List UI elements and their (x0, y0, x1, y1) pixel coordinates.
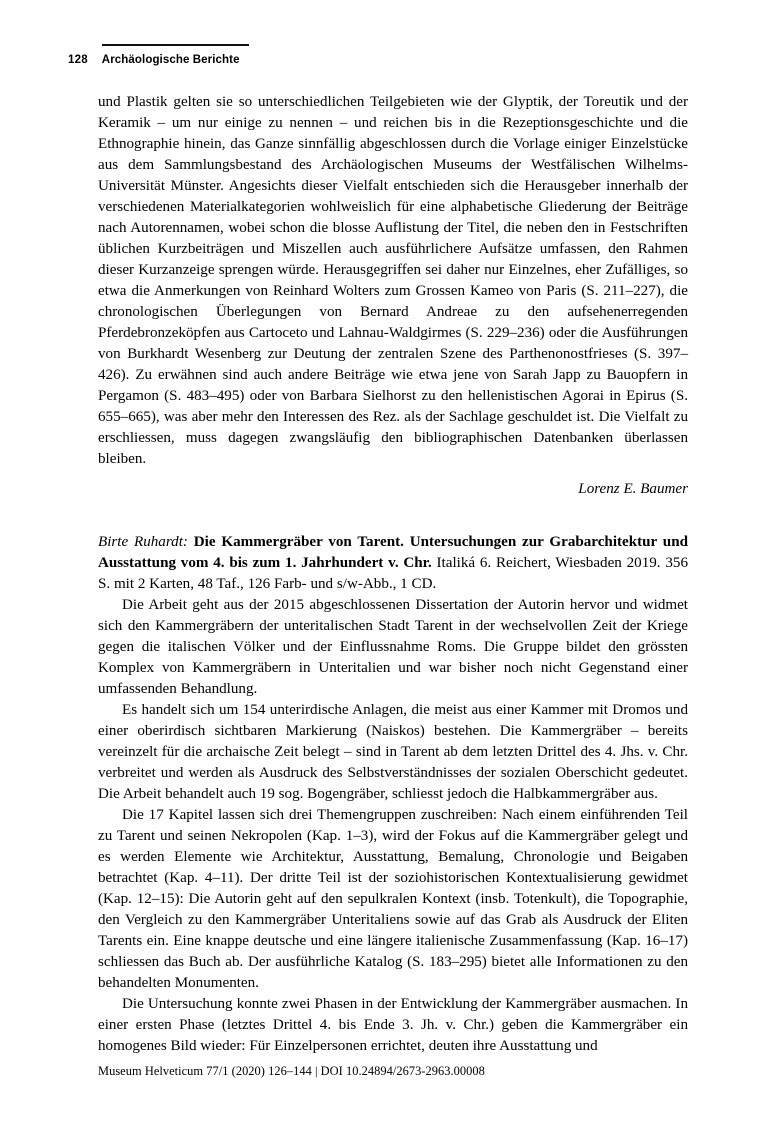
review-heading (98, 532, 688, 595)
review-section-1 (98, 92, 688, 500)
reviewer-signature: Lorenz E. Baumer (578, 481, 688, 497)
text-column (98, 92, 688, 1057)
paragraph: Die Untersuchung konnte zwei Phasen in der Entwicklung der Kammergräber ausmachen. In einer ersten Phase (letztes Drittel 4. bis Ende 3. Jh. v. Chr.) geben die Kammergräber ein homogenes Bild wieder: Für Einzelpersonen errichtet, deuten ihre Ausstattung und (98, 996, 688, 1054)
paragraph: Die Arbeit geht aus der 2015 abgeschlossenen Dissertation der Autorin hervor und widmet sich den Kammergräbern der unteritalischen Stadt Tarent in der wechselvollen Zeit der Kriege gegen die italischen Völker und der Einflussnahme Roms. Die Gruppe bildet den grössten Komplex von Kammergräbern in Unteritalien und war bisher noch nicht Gegenstand einer umfassenden Behandlung. (98, 597, 688, 697)
review-body (98, 595, 688, 1057)
page-number: 128 (68, 54, 88, 66)
review-publication-info: Italiká 6. Reichert, Wiesbaden 2019. 356 S. mit 2 Karten, 48 Taf., 126 Farb- und s/w-Abb., 1 CD. (98, 555, 688, 592)
header-rule (102, 44, 249, 46)
review-section-2 (98, 532, 688, 1057)
running-head (68, 44, 714, 68)
running-head-title: Archäologische Berichte (101, 53, 240, 66)
review-title: Die Kammergräber von Tarent. Untersuchungen zur Grabarchitektur und Ausstattung vom 4. bis zum 1. Jahrhundert v. Chr. (98, 534, 688, 571)
review-author: Birte Ruhardt: (98, 534, 188, 550)
running-head-block (102, 44, 249, 68)
page-footer: Museum Helveticum 77/1 (2020) 126–144 | DOI 10.24894/2673-2963.00008 (98, 1064, 485, 1078)
paragraph: Es handelt sich um 154 unterirdische Anlagen, die meist aus einer Kammer mit Dromos und einer oberirdisch sichtbaren Markierung (Naiskos) bestehen. Die Kammergräber – bereits vereinzelt für die archaische Zeit belegt – sind in Tarent ab dem letzten Drittel des 4. Jhs. v. Chr. verbreitet und werden als Ausdruck des Selbstverständnisses der sozialen Oberschicht gedeutet. Die Arbeit behandelt auch 19 sog. Bogengräber, schliesst jedoch die Halbkammergräber aus. (98, 702, 688, 802)
paragraph: und Plastik gelten sie so unterschiedlichen Teilgebieten wie der Glyptik, der Toreutik und der Keramik – um nur einige zu nennen – und reichen bis in die Rezeptionsgeschichte und die Ethnographie hinein, das Ganze sinnfällig abgeschlossen durch die Vorlage einiger Einzelstücke aus dem Sammlungsbestand des Archäologischen Museums der Westfälischen Wilhelms-Universität Münster. Angesichts dieser Vielfalt entschieden sich die Herausgeber innerhalb der verschiedenen Materialkategorien wohlweislich für eine alphabetische Gliederung der Beiträge nach Autorennamen, wobei schon die blosse Auflistung der Titel, die neben den in Festschriften üblichen Kurzbeiträgen und Miszellen auch ausführlichere Aufsätze umfassen, den Rahmen dieser Kurzanzeige sprengen würde. Herausgegriffen sei daher nur Einzelnes, eher Zufälliges, so etwa die Anmerkungen von Reinhard Wolters zum Grossen Kameo von Paris (S. 211–227), die chronologischen Überlegungen von Bernard Andreae zu den aufsehenerregenden Pferdebronzeköpfen aus Cartoceto und Lahnau-Waldgirmes (S. 229–236) oder die Ausführungen von Burkhardt Wesenberg zur Deutung der zentralen Szene des Parthenonostfrieses (S. 397–426). Zu erwähnen sind auch andere Beiträge wie etwa jene von Sarah Japp zu Bauopfern in Pergamon (S. 483–495) oder von Barbara Sielhorst zu den hellenistischen Agorai in Epirus (S. 655–665), was aber mehr den Interessen des Rez. als der Sachlage geschuldet ist. Die Vielfalt zu erschliessen, muss dagegen zwangsläufig den bibliographischen Datenbanken überlassen bleiben. (98, 94, 688, 467)
paragraph: Die 17 Kapitel lassen sich drei Themengruppen zuschreiben: Nach einem einführenden Teil zu Tarent und seinen Nekropolen (Kap. 1–3), wird der Fokus auf die Kammergräber gelegt und es werden Elemente wie Architektur, Ausstattung, Bemalung, Chronologie und Beigaben betrachtet (Kap. 4–11). Der dritte Teil ist der soziohistorischen Kontextualisierung gewidmet (Kap. 12–15): Die Autorin geht auf den sepulkralen Kontext (insb. Totenkult), die Topographie, den Vergleich zu den Kammergräber Unteritaliens sowie auf das Grab als Ausdruck der Eliten Tarents ein. Eine knappe deutsche und eine längere italienische Zusammenfassung (Kap. 16–17) schliessen das Buch ab. Der ausführliche Katalog (S. 183–295) bietet alle Informationen zu den behandelten Monumenten. (98, 807, 688, 991)
